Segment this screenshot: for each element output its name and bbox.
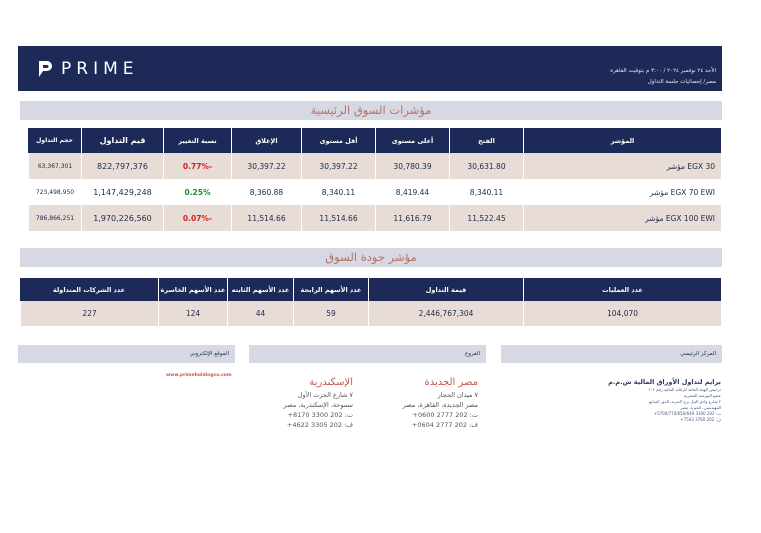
change-value: -0.07%: [163, 205, 231, 231]
hq-address: [601, 378, 721, 423]
market-quality-title: مؤشر جودة السوق: [20, 248, 722, 267]
brand-name: PRIME: [61, 59, 139, 79]
market-quality-table: [20, 278, 721, 326]
low-value: 30,397.22: [301, 153, 375, 179]
col-unchanged: عدد الأسهم الثابته: [227, 278, 293, 301]
trade-value: 822,797,376: [81, 153, 163, 179]
companies-value: 227: [20, 301, 158, 326]
gainers-value: 59: [293, 301, 368, 326]
col-high: أعلى مستوى: [375, 128, 449, 153]
change-value: -0.77%: [163, 153, 231, 179]
main-indices-title: مؤشرات السوق الرئيسية: [20, 101, 722, 120]
trade-value: 1,970,226,560: [81, 205, 163, 231]
col-index: المؤشر: [523, 128, 721, 153]
col-close: الإغلاق: [231, 128, 301, 153]
close-value: 30,397.22: [231, 153, 301, 179]
phone-line: ت: 202 3300 5700/770/650/649+: [653, 411, 721, 416]
fax-line: ف: 202 3305 4622+: [286, 421, 353, 429]
website-label: الموقع الإلكتروني: [18, 345, 235, 363]
report-subtitle: مصر/ إحصائيات جلسة التداول: [647, 79, 716, 85]
high-value: 30,780.39: [375, 153, 449, 179]
open-value: 30,631.80: [449, 153, 523, 179]
table-row: [20, 153, 721, 179]
header-info: [610, 66, 716, 88]
phone-line: ت: 202 3300 8170+: [287, 411, 353, 419]
report-date: الأحد ٢٤ نوفمبر ٢٠٢٤ / ٣:٠٠ م بتوقيت القاهرة: [610, 68, 716, 74]
col-gainers: عدد الأسهم الرابحة: [293, 278, 368, 301]
trade-volume: 63,367,301: [28, 153, 81, 179]
prime-logo-icon: [37, 59, 53, 79]
col-value: قيم التداول: [81, 128, 163, 153]
exchange-line: عضو البورصة المصرية: [683, 393, 721, 398]
operations-value: 104,070: [523, 301, 721, 326]
col-open: الفتح: [449, 128, 523, 153]
street-line: ٧ شارع الجزت الأول: [297, 391, 353, 399]
open-value: 11,522.45: [449, 205, 523, 231]
trade-volume: 723,498,950: [28, 179, 81, 205]
table-row: [20, 205, 721, 231]
city-line: المهندسين، الجيزة، مصر: [680, 405, 721, 410]
col-low: أقل مستوى: [301, 128, 375, 153]
index-name: مؤشر EGX 100 EWI: [523, 205, 721, 231]
report-header: [18, 46, 722, 91]
street-line: ٧ ميدان الحجاز: [437, 391, 478, 399]
col-volume: حجم التداول: [28, 128, 81, 153]
index-name: مؤشر EGX 30: [523, 153, 721, 179]
phone-line: ت: 202 2777 0600+: [412, 411, 478, 419]
city-line: مصر الجديدة، القاهرة، مصر: [402, 401, 478, 409]
prime-logo: [37, 58, 139, 80]
table-row: [20, 179, 721, 205]
high-value: 8,419.44: [375, 179, 449, 205]
close-value: 8,360.88: [231, 179, 301, 205]
city-line: سموحة، الإسكندرية، مصر: [283, 401, 353, 409]
branch-alexandria: [243, 376, 353, 430]
branch-title: الإسكندرية: [309, 377, 353, 388]
hq-label: المركز الرئيسي: [501, 345, 722, 363]
license-line: ترخيص الهيئة العامة للرقابة المالية رقم ٢٠٢: [648, 387, 721, 392]
branch-title: مصر الجديدة: [424, 377, 478, 388]
table-row: [20, 301, 721, 326]
fax-line: ف: 202 3760 7543+: [680, 417, 721, 422]
branch-heliopolis: [383, 376, 478, 430]
col-operations: عدد العمليات: [523, 278, 721, 301]
col-trade-value: قيمة التداول: [368, 278, 523, 301]
trade-value: 1,147,429,248: [81, 179, 163, 205]
index-name: مؤشر EGX 70 EWI: [523, 179, 721, 205]
col-losers: عدد الأسهم الخاسرة: [158, 278, 227, 301]
low-value: 11,514.66: [301, 205, 375, 231]
street-line: ٢ شارع وادي النيل برج الحرية، الدور السابع: [649, 399, 721, 404]
high-value: 11,616.79: [375, 205, 449, 231]
open-value: 8,340.11: [449, 179, 523, 205]
change-value: 0.25%: [163, 179, 231, 205]
col-change: نسبة التغيير: [163, 128, 231, 153]
website-link[interactable]: www.primeholdingco.com: [166, 373, 232, 378]
unchanged-value: 44: [227, 301, 293, 326]
fax-line: ف: 202 2777 0604+: [411, 421, 478, 429]
company-name: برايم لتداول الأوراق المالية ش.م.م: [608, 378, 721, 386]
trade-volume: 786,866,251: [28, 205, 81, 231]
main-indices-table: [20, 128, 721, 231]
losers-value: 124: [158, 301, 227, 326]
table-header: [20, 128, 721, 153]
trade-value: 2,446,767,304: [368, 301, 523, 326]
col-traded-companies: عدد الشركات المتداولة: [20, 278, 158, 301]
table-header: [20, 278, 721, 301]
branches-label: الفروع: [249, 345, 486, 363]
close-value: 11,514.66: [231, 205, 301, 231]
low-value: 8,340.11: [301, 179, 375, 205]
